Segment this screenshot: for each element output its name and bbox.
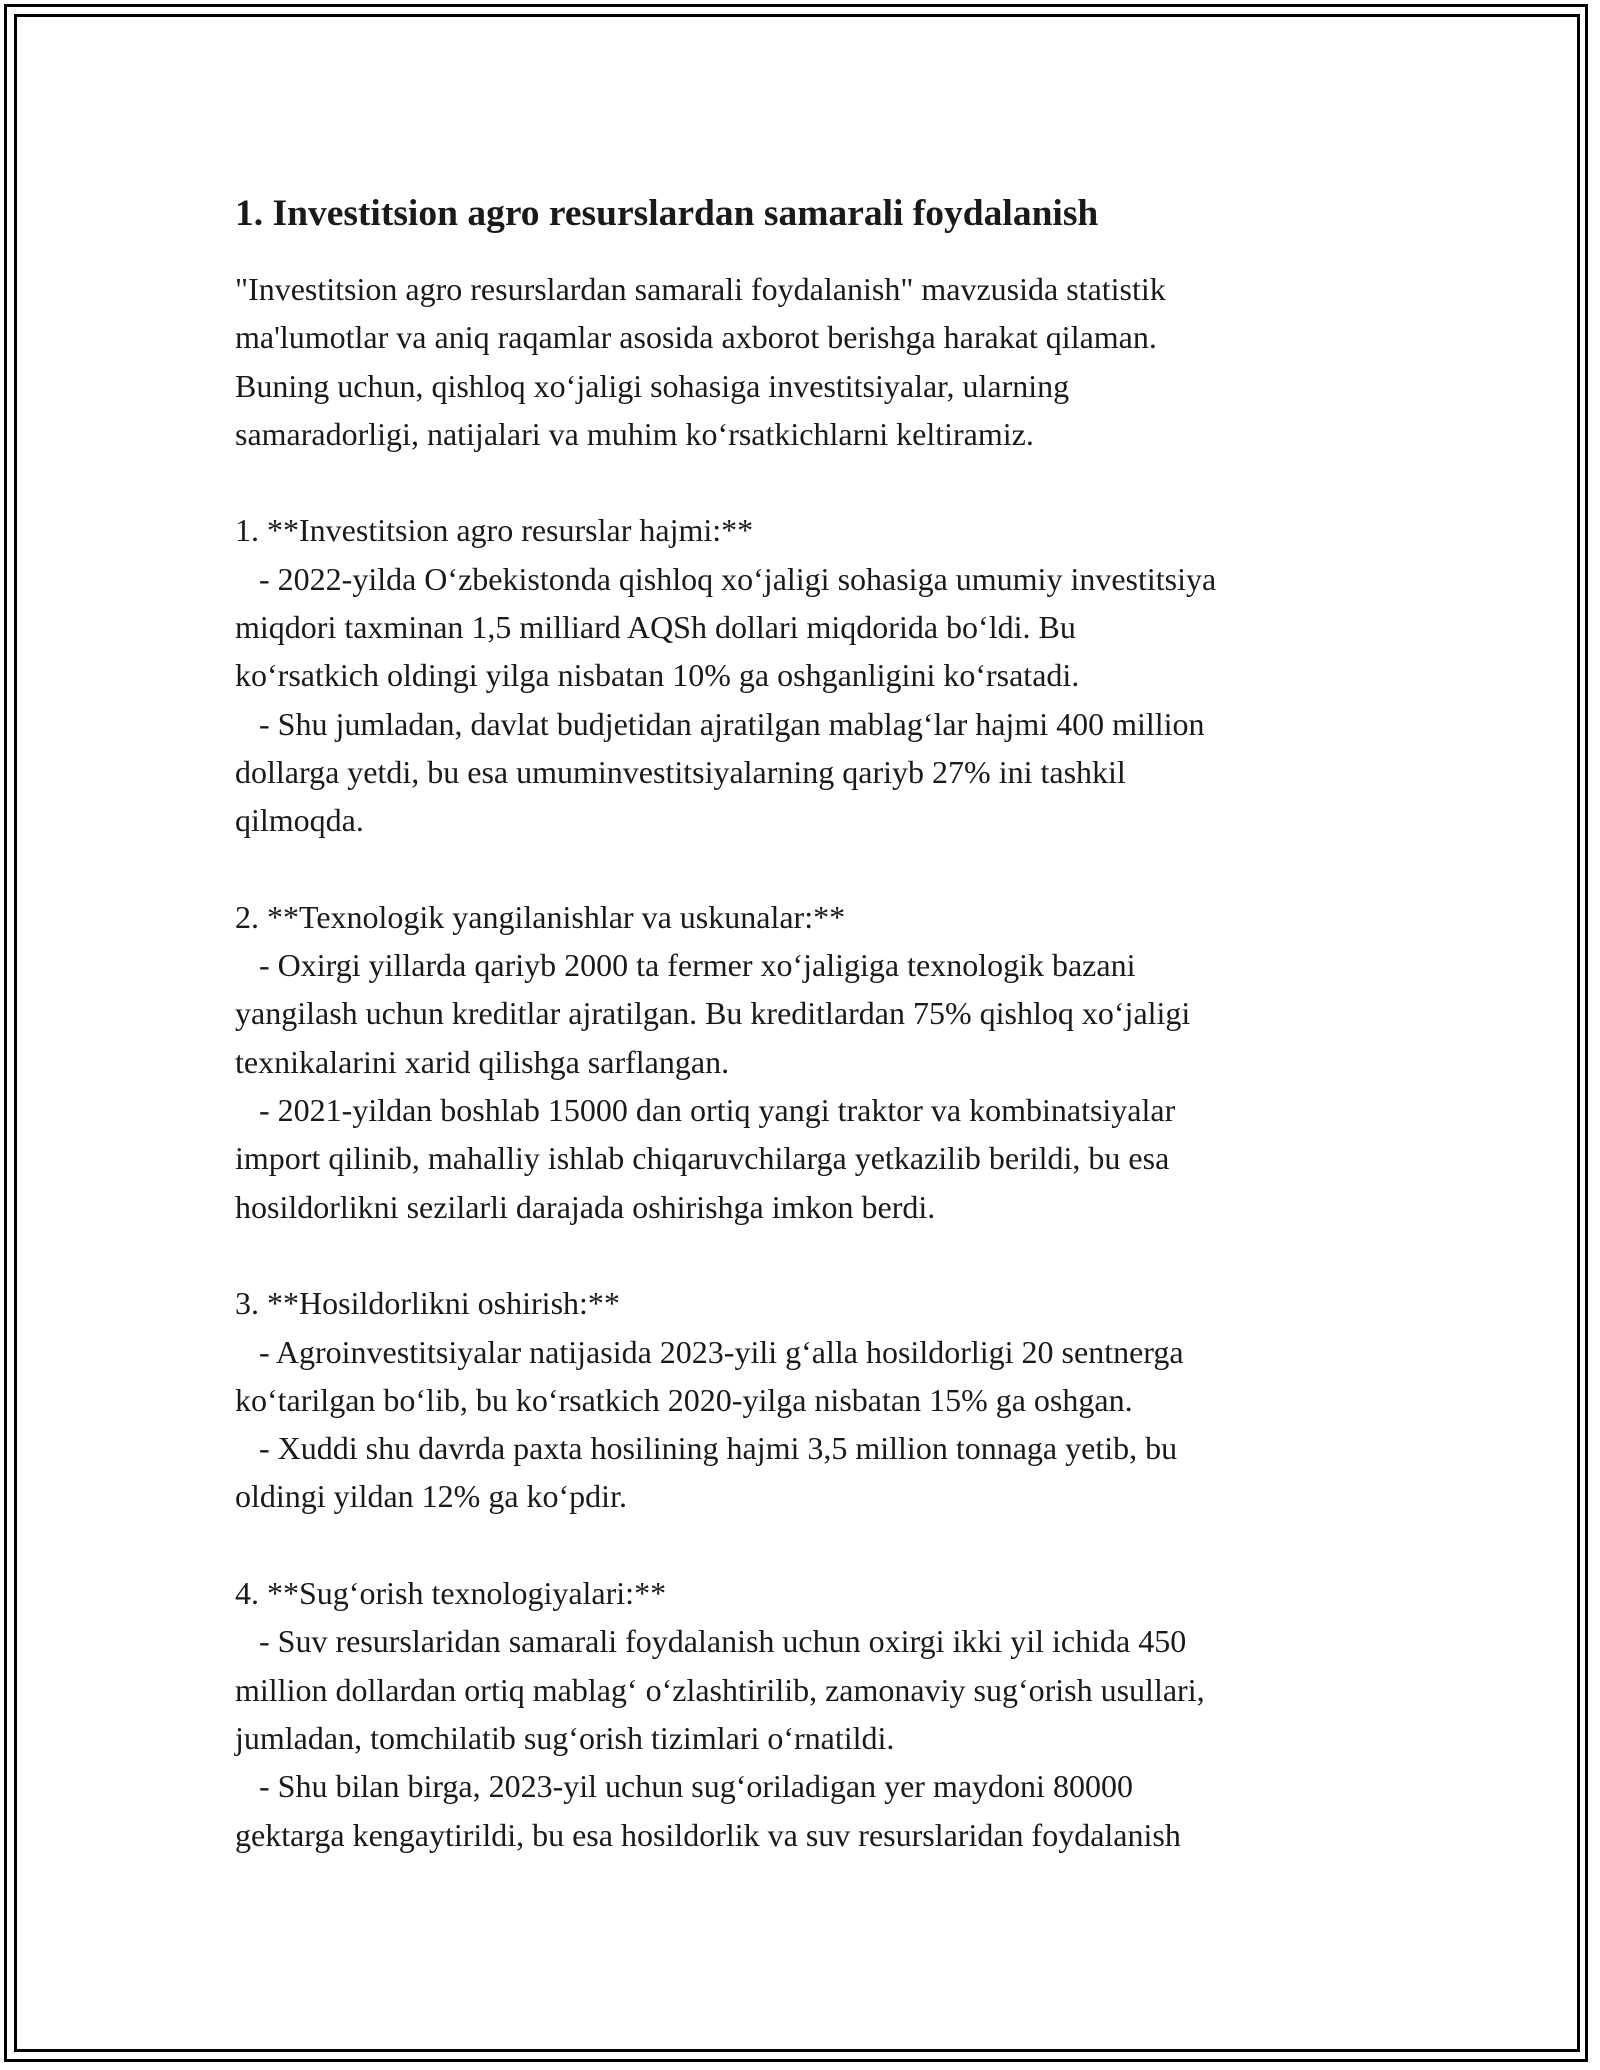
text-line: oldingi yildan 12% ga ko‘pdir. <box>235 1478 627 1515</box>
document-page <box>235 185 1385 1859</box>
text-line: ma'lumotlar va aniq raqamlar asosida axborot berishga harakat qilaman. <box>235 319 1157 356</box>
text-line: 2. **Texnologik yangilanishlar va uskunalar:** <box>235 898 846 935</box>
text-line: - 2021-yildan boshlab 15000 dan ortiq yangi traktor va kombinatsiyalar <box>235 1092 1176 1129</box>
text-line: - Suv resurslaridan samarali foydalanish uchun oxirgi ikki yil ichida 450 <box>235 1623 1187 1660</box>
text-line: - 2022-yilda O‘zbekistonda qishloq xo‘jaligi sohasiga umumiy investitsiya <box>235 560 1217 597</box>
text-line: dollarga yetdi, bu esa umuminvestitsiyalarning qariyb 27% ini tashkil <box>235 753 1126 790</box>
text-line: - Xuddi shu davrda paxta hosilining hajmi 3,5 million tonnaga yetib, bu <box>235 1430 1178 1467</box>
text-line: ko‘tarilgan bo‘lib, bu ko‘rsatkich 2020-yilga nisbatan 15% ga oshgan. <box>235 1381 1133 1418</box>
text-line: gektarga kengaytirildi, bu esa hosildorlik va suv resurslaridan foydalanish <box>235 1816 1181 1853</box>
blank-line <box>235 458 1385 506</box>
document-body <box>235 265 1385 1859</box>
text-line: samaradorligi, natijalari va muhim ko‘rsatkichlarni keltiramiz. <box>235 415 1034 452</box>
text-line: - Shu bilan birga, 2023-yil uchun sug‘oriladigan yer maydoni 80000 <box>235 1768 1133 1805</box>
text-line: miqdori taxminan 1,5 milliard AQSh dollari miqdorida bo‘ldi. Bu <box>235 609 1076 646</box>
text-line: Buning uchun, qishloq xo‘jaligi sohasiga investitsiyalar, ularning <box>235 367 1070 404</box>
text-line: million dollardan ortiq mablag‘ o‘zlashtirilib, zamonaviy sug‘orish usullari, <box>235 1671 1205 1708</box>
blank-line <box>235 845 1385 893</box>
blank-line <box>235 1231 1385 1279</box>
text-line: 4. **Sug‘orish texnologiyalari:** <box>235 1575 667 1612</box>
document-title: 1. Investitsion agro resurslardan samarali foydalanish <box>235 193 1099 234</box>
text-line: - Oxirgi yillarda qariyb 2000 ta fermer xo‘jaligiga texnologik bazani <box>235 947 1136 984</box>
text-line: 1. **Investitsion agro resurslar hajmi:** <box>235 512 754 549</box>
text-line: yangilash uchun kreditlar ajratilgan. Bu kreditlardan 75% qishloq xo‘jaligi <box>235 995 1191 1032</box>
text-line: jumladan, tomchilatib sug‘orish tizimlari o‘rnatildi. <box>235 1719 895 1756</box>
text-line: 3. **Hosildorlikni oshirish:** <box>235 1285 620 1322</box>
text-line: ko‘rsatkich oldingi yilga nisbatan 10% ga oshganligini ko‘rsatadi. <box>235 657 1080 694</box>
text-line: import qilinib, mahalliy ishlab chiqaruvchilarga yetkazilib berildi, bu esa <box>235 1140 1170 1177</box>
text-line: "Investitsion agro resurslardan samarali foydalanish" mavzusida statistik <box>235 271 1166 307</box>
blank-line <box>235 1521 1385 1569</box>
text-line: qilmoqda. <box>235 802 364 839</box>
text-line: - Agroinvestitsiyalar natijasida 2023-yili g‘alla hosildorligi 20 sentnerga <box>235 1333 1184 1370</box>
text-line: hosildorlikni sezilarli darajada oshirishga imkon berdi. <box>235 1188 936 1225</box>
text-line: texnikalarini xarid qilishga sarflangan. <box>235 1043 730 1080</box>
text-line: - Shu jumladan, davlat budjetidan ajratilgan mablag‘lar hajmi 400 million <box>235 705 1205 742</box>
